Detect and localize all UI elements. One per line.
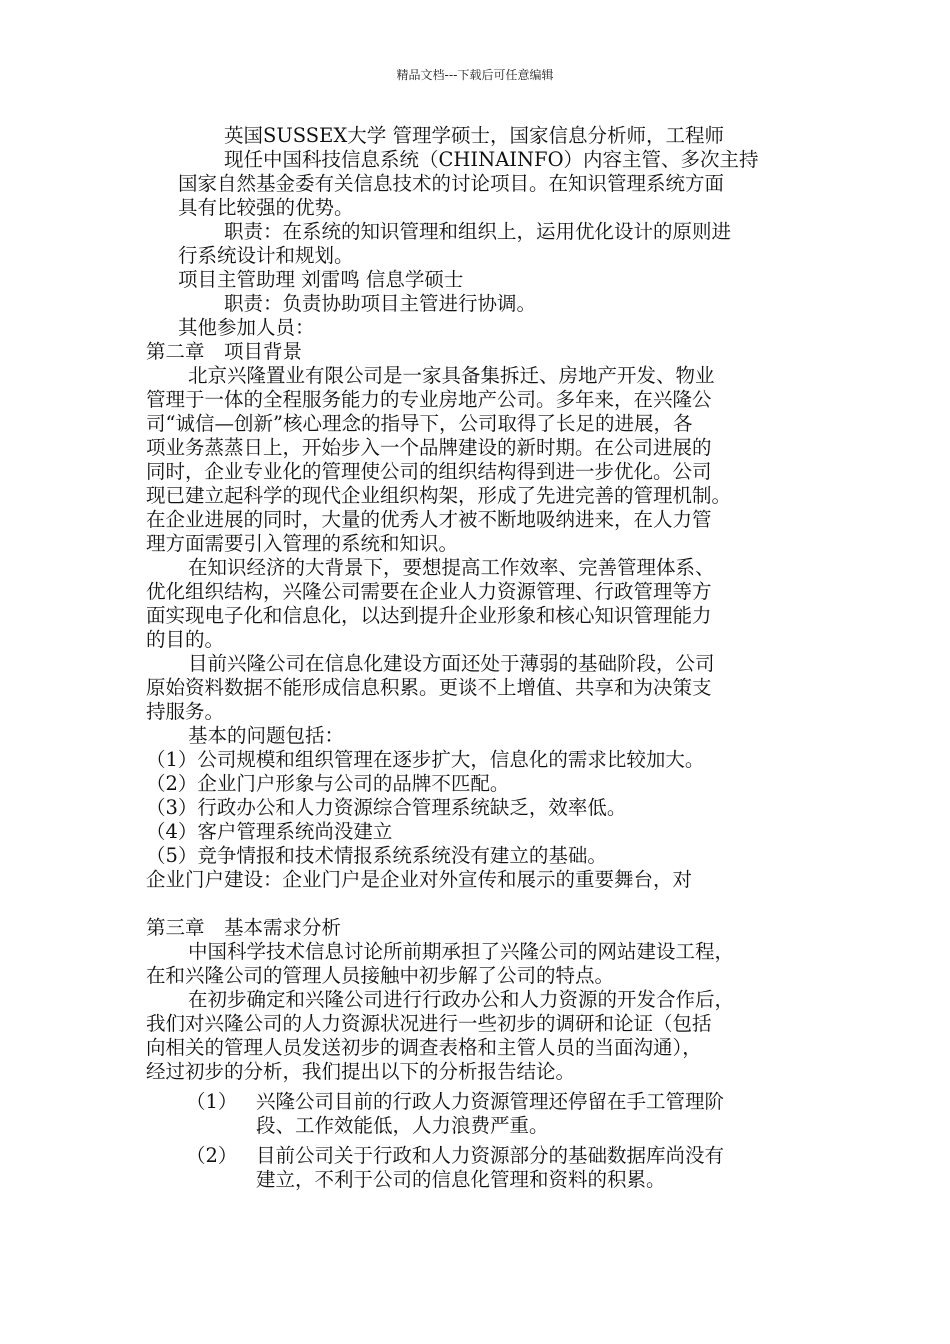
chapter-3-conclusions (146, 1090, 816, 1192)
chapter-2-heading (146, 340, 816, 364)
text-line: 基本的问题包括： (188, 724, 345, 747)
text-line: （4）客户管理系统尚没建立 (146, 820, 393, 843)
text-line: 优化组织结构，兴隆公司需要在企业人力资源管理、行政管理等方 (146, 580, 712, 603)
numbered-item (146, 1144, 816, 1192)
text-line: 项业务蒸蒸日上，开始步入一个品牌建设的新时期。在公司进展的 (146, 436, 712, 459)
item-text: 段、工作效能低，人力浪费严重。 (256, 1114, 549, 1137)
item-text: 目前公司关于行政和人力资源部分的基础数据库尚没有 (256, 1144, 725, 1167)
text-line: 在和兴隆公司的管理人员接触中初步解了公司的特点。 (146, 964, 615, 987)
text-line: 企业门户建设：企业门户是企业对外宣传和展示的重要舞台，对 (146, 868, 693, 891)
page-header: 精品文档---下载后可任意编辑 (396, 68, 554, 82)
text-line: 面实现电子化和信息化，以达到提升企业形象和核心知识管理能力 (146, 604, 712, 627)
chapter-3-body (146, 940, 816, 1084)
text-line: 项目主管助理 刘雷鸣 信息学硕士 (178, 268, 464, 291)
numbered-item-line (146, 1114, 816, 1138)
text-line: 原始资料数据不能形成信息积累。更谈不上增值、共享和为决策支 (146, 676, 712, 699)
chapter-title: 基本需求分析 (224, 916, 342, 939)
text-line: 同时，企业专业化的管理使公司的组织结构得到进一步优化。公司 (146, 460, 712, 483)
text-line: 英国SUSSEX大学 管理学硕士，国家信息分析师，工程师 (224, 124, 724, 147)
numbered-item-line (146, 1144, 816, 1168)
numbered-item (146, 1090, 816, 1138)
text-line: 司“诚信—创新”核心理念的指导下，公司取得了长足的进展，各 (146, 412, 693, 435)
intro-section (146, 124, 816, 340)
text-line: 向相关的管理人员发送初步的调查表格和主管人员的当面沟通）， (146, 1036, 702, 1059)
chapter-number: 第二章 (146, 340, 205, 363)
text-line: 经过初步的分析，我们提出以下的分析报告结论。 (146, 1060, 576, 1083)
numbered-item-line (146, 1090, 816, 1114)
text-line: 其他参加人员： (178, 316, 315, 339)
text-line: 现任中国科技信息系统（CHINAINFO）内容主管、多次主持 (224, 148, 759, 171)
text-line: 持服务。 (146, 700, 225, 723)
text-line: 在初步确定和兴隆公司进行行政办公和人力资源的开发合作后， (188, 988, 735, 1011)
text-line: 我们对兴隆公司的人力资源状况进行一些初步的调研和论证（包括 (146, 1012, 712, 1035)
item-text: 兴隆公司目前的行政人力资源管理还停留在手工管理阶 (256, 1090, 725, 1113)
text-line: 职责：在系统的知识管理和组织上，运用优化设计的原则进 (224, 220, 732, 243)
text-line: 国家自然基金委有关信息技术的讨论项目。在知识管理系统方面 (178, 172, 725, 195)
chapter-number: 第三章 (146, 916, 205, 939)
item-marker (146, 1168, 256, 1192)
document-body (146, 124, 816, 1192)
chapter-title: 项目背景 (224, 340, 303, 363)
numbered-item-line (146, 1168, 816, 1192)
text-line: （2）企业门户形象与公司的品牌不匹配。 (146, 772, 510, 795)
text-line: 在企业进展的同时，大量的优秀人才被不断地吸纳进来，在人力管 (146, 508, 712, 531)
text-line: （5）竞争情报和技术情报系统系统没有建立的基础。 (146, 844, 607, 867)
text-line: 行系统设计和规划。 (178, 244, 354, 267)
item-marker: （1） (186, 1090, 238, 1113)
item-marker: （2） (186, 1144, 238, 1167)
text-line: 管理于一体的全程服务能力的专业房地产公司。多年来，在兴隆公 (146, 388, 712, 411)
text-line: 理方面需要引入管理的系统和知识。 (146, 532, 459, 555)
text-line: 目前兴隆公司在信息化建设方面还处于薄弱的基础阶段，公司 (188, 652, 715, 675)
text-line: 北京兴隆置业有限公司是一家具备集拆迁、房地产开发、物业 (188, 364, 715, 387)
text-line: 中国科学技术信息讨论所前期承担了兴隆公司的网站建设工程， (188, 940, 735, 963)
item-text: 建立，不利于公司的信息化管理和资料的积累。 (256, 1168, 666, 1191)
section-gap (146, 892, 816, 916)
text-line: 具有比较强的优势。 (178, 196, 354, 219)
text-line: 在知识经济的大背景下，要想提高工作效率、完善管理体系、 (188, 556, 715, 579)
text-line: 职责：负责协助项目主管进行协调。 (224, 292, 537, 315)
chapter-3-heading (146, 916, 816, 940)
item-marker (146, 1114, 256, 1138)
text-line: （3）行政办公和人力资源综合管理系统缺乏，效率低。 (146, 796, 627, 819)
text-line: （1）公司规模和组织管理在逐步扩大，信息化的需求比较加大。 (146, 748, 705, 771)
text-line: 现已建立起科学的现代企业组织构架，形成了先进完善的管理机制。 (146, 484, 732, 507)
text-line: 的目的。 (146, 628, 225, 651)
chapter-2-body (146, 364, 816, 892)
